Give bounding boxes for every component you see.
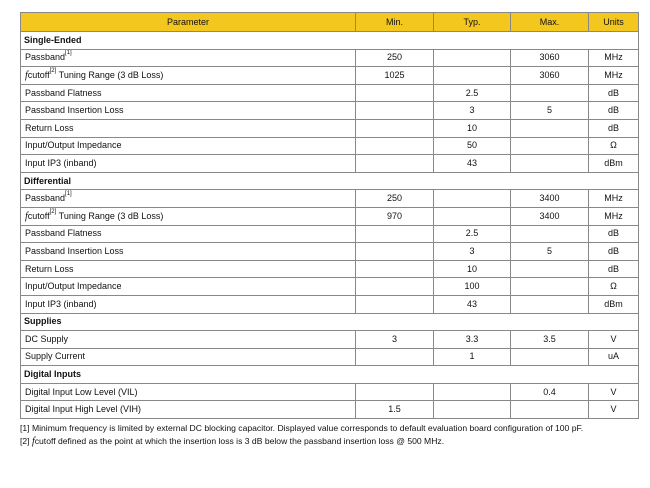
parameter-cell [21,49,356,67]
typ-cell: 3 [434,243,511,261]
f-italic-symbol: f [25,210,28,222]
typ-cell: 43 [434,295,511,313]
footnote [20,436,638,448]
max-cell [511,348,589,366]
unit-cell: MHz [589,67,639,85]
typ-cell: 3.3 [434,331,511,349]
parameter-name: Digital Input High Level (VIH) [25,404,142,415]
typ-cell: 3 [434,102,511,120]
min-cell [356,102,434,120]
parameter-cell [21,84,356,102]
footnotes [20,423,638,447]
min-cell [356,278,434,296]
parameter-cell [21,243,356,261]
unit-cell: dBm [589,295,639,313]
max-cell [511,84,589,102]
max-cell: 5 [511,102,589,120]
typ-cell [434,190,511,208]
table-row [21,401,639,419]
parameter-name: Return Loss [25,122,74,133]
unit-cell: MHz [589,207,639,225]
table-row [21,119,639,137]
max-cell: 5 [511,243,589,261]
electrical-specifications-table [20,12,639,419]
parameter-name: Return Loss [25,263,74,274]
f-italic-symbol: f [25,69,28,81]
table-row [21,190,639,208]
parameter-cell [21,383,356,401]
max-cell [511,260,589,278]
min-cell [356,383,434,401]
parameter-cell [21,295,356,313]
parameter-name: Input IP3 (inband) [25,157,97,168]
typ-cell [434,49,511,67]
footnote-text-cont: cutoff defined as the point at which the insertion loss is 3 dB below the passband insertion loss @ 500 MHz. [34,435,445,446]
typ-cell: 2.5 [434,84,511,102]
section-header-row [21,366,639,384]
parameter-cell [21,207,356,225]
parameter-cell [21,348,356,366]
parameter-cell [21,102,356,120]
table-row [21,348,639,366]
typ-cell: 10 [434,119,511,137]
max-cell: 3400 [511,207,589,225]
table-row [21,225,639,243]
parameter-name: Passband Insertion Loss [25,245,124,256]
max-cell: 3400 [511,190,589,208]
unit-cell: MHz [589,49,639,67]
parameter-cell [21,155,356,173]
header-max: Max. [511,13,589,32]
parameter-cell [21,331,356,349]
section-header-row [21,172,639,190]
parameter-name: Passband Flatness [25,228,102,239]
unit-cell: dB [589,119,639,137]
table-row [21,137,639,155]
parameter-name: cutoff [27,69,50,80]
table-row [21,84,639,102]
unit-cell: V [589,331,639,349]
parameter-cell [21,260,356,278]
unit-cell: dB [589,260,639,278]
section-title: Digital Inputs [21,366,639,384]
unit-cell: V [589,383,639,401]
typ-cell: 50 [434,137,511,155]
min-cell: 250 [356,49,434,67]
footnote-ref: [2] [49,208,57,215]
parameter-name: cutoff [27,210,50,221]
section-title: Supplies [21,313,639,331]
typ-cell [434,67,511,85]
table-body [21,32,639,419]
parameter-name: DC Supply [25,333,69,344]
parameter-suffix: Tuning Range (3 dB Loss) [56,210,164,221]
min-cell: 250 [356,190,434,208]
unit-cell: dB [589,225,639,243]
parameter-cell [21,190,356,208]
min-cell [356,137,434,155]
table-row [21,102,639,120]
footnote-ref: [2] [49,67,57,74]
max-cell [511,119,589,137]
spec-table-container [20,12,638,448]
table-row [21,383,639,401]
min-cell [356,119,434,137]
min-cell: 970 [356,207,434,225]
max-cell [511,278,589,296]
max-cell [511,225,589,243]
footnote [20,423,638,435]
table-row [21,207,639,225]
max-cell [511,155,589,173]
unit-cell: dB [589,84,639,102]
typ-cell: 100 [434,278,511,296]
typ-cell: 2.5 [434,225,511,243]
min-cell [356,260,434,278]
typ-cell [434,207,511,225]
parameter-name: Digital Input Low Level (VIL) [25,386,138,397]
section-title: Single-Ended [21,32,639,50]
parameter-cell [21,119,356,137]
max-cell: 3.5 [511,331,589,349]
footnote-text: [1] Minimum frequency is limited by external DC blocking capacitor. Displayed value corresponds to default evaluation board configuration of 100 pF. [20,423,584,434]
footnote-ref: [1] [65,50,72,57]
unit-cell: Ω [589,137,639,155]
min-cell: 1025 [356,67,434,85]
table-header-row [21,13,639,32]
section-title: Differential [21,172,639,190]
table-row [21,331,639,349]
parameter-name: Passband Insertion Loss [25,105,124,116]
section-header-row [21,313,639,331]
min-cell [356,225,434,243]
parameter-cell [21,401,356,419]
unit-cell: MHz [589,190,639,208]
min-cell: 3 [356,331,434,349]
parameter-name: Input IP3 (inband) [25,298,97,309]
min-cell: 1.5 [356,401,434,419]
header-units: Units [589,13,639,32]
header-parameter: Parameter [21,13,356,32]
table-row [21,243,639,261]
typ-cell: 1 [434,348,511,366]
section-header-row [21,32,639,50]
parameter-cell [21,225,356,243]
max-cell [511,137,589,155]
parameter-cell [21,278,356,296]
header-min: Min. [356,13,434,32]
max-cell [511,295,589,313]
typ-cell: 10 [434,260,511,278]
footnote-text: [2] [20,435,32,446]
max-cell [511,401,589,419]
typ-cell [434,383,511,401]
min-cell [356,295,434,313]
max-cell: 3060 [511,49,589,67]
table-row [21,67,639,85]
unit-cell: dB [589,102,639,120]
f-italic-symbol: f [31,435,35,447]
parameter-suffix: Tuning Range (3 dB Loss) [56,69,164,80]
min-cell [356,348,434,366]
parameter-name: Passband [25,52,66,63]
table-row [21,49,639,67]
typ-cell: 43 [434,155,511,173]
typ-cell [434,401,511,419]
min-cell [356,155,434,173]
unit-cell: uA [589,348,639,366]
table-row [21,260,639,278]
min-cell [356,84,434,102]
table-row [21,155,639,173]
max-cell: 3060 [511,67,589,85]
parameter-name: Input/Output Impedance [25,140,122,151]
unit-cell: Ω [589,278,639,296]
parameter-name: Passband Flatness [25,87,102,98]
unit-cell: dB [589,243,639,261]
parameter-name: Input/Output Impedance [25,281,122,292]
header-typ: Typ. [434,13,511,32]
table-row [21,295,639,313]
unit-cell: dBm [589,155,639,173]
parameter-name: Passband [25,193,66,204]
parameter-cell [21,137,356,155]
min-cell [356,243,434,261]
table-row [21,278,639,296]
parameter-cell [21,67,356,85]
unit-cell: V [589,401,639,419]
max-cell: 0.4 [511,383,589,401]
footnote-ref: [1] [65,191,72,198]
parameter-name: Supply Current [25,351,86,362]
